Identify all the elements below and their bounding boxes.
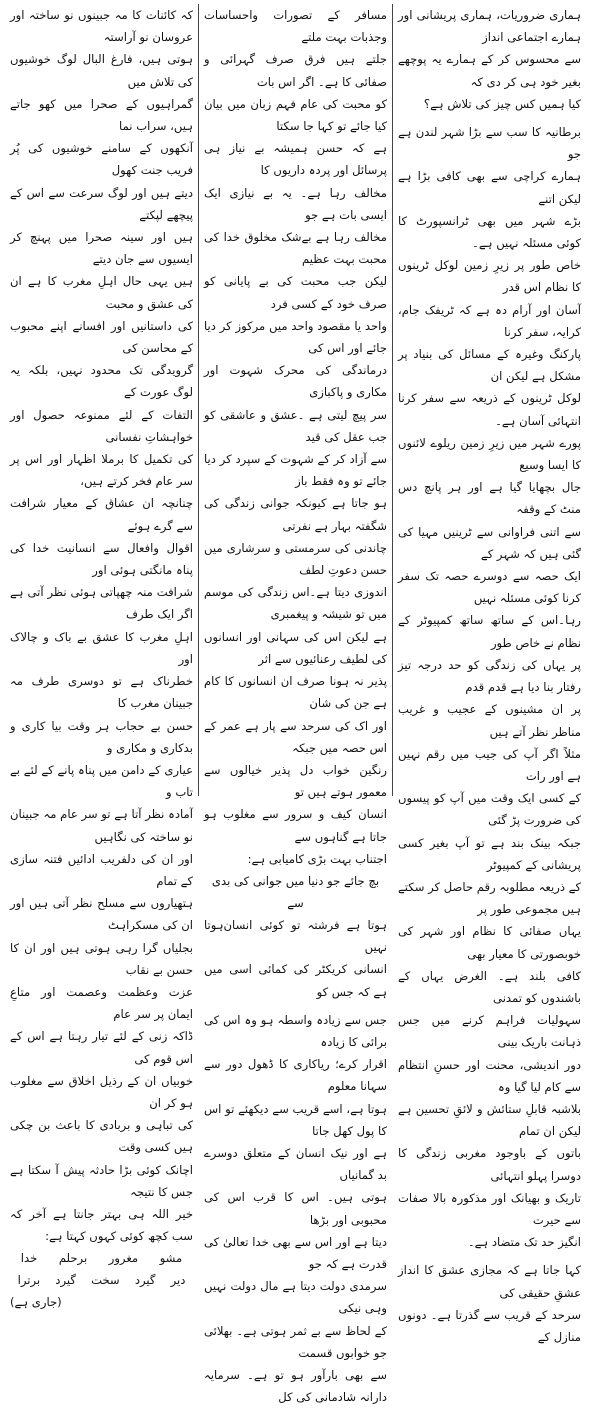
text-line: ہوتا ہے، اسے قریب سے دیکھئے تو اس کا پول کھل جاتا xyxy=(204,1101,387,1138)
text-line: آنکھوں کے سامنے خوشیوں کی پُر فریب جنت کھول xyxy=(10,141,193,178)
text-line: باتوں کے باوجود مغربی زندگی کا دوسرا پہلو انتہائی xyxy=(398,1146,581,1183)
text-line: سرحد کے قریب سے گذرتا ہے۔ دونوں منازل کے xyxy=(398,1307,581,1344)
text-line: آسان اور آرام دہ ہے کہ ٹریفک جام، کرایہ، سفر کرنا xyxy=(398,302,581,339)
column-divider xyxy=(392,4,393,796)
persian-verse-line xyxy=(10,1247,193,1269)
column-divider xyxy=(198,4,199,796)
text-line: دور اندیشی، محنت اور حسنِ انتظام سے کام لیا گیا وہ xyxy=(398,1057,581,1094)
text-line: حسن بے حجاب ہر وقت بیا کاری و بدکاری و مکاری و xyxy=(10,718,193,755)
verse-line: بچ جائے جو دنیا میں جوانی کی بدی سے xyxy=(211,873,380,911)
text-line: کیا ہمیں کس چیز کی تلاش ہے؟ xyxy=(423,96,581,111)
column-middle xyxy=(199,4,392,1405)
text-line: انسان کیف و سرور سے مغلوب ہو جاتا ہے گناہوں سے xyxy=(204,807,387,844)
text-line: سے آزاد کر کے شہوت کے سپرد کر دیا جائے تو وہ فقط باز xyxy=(204,452,387,489)
text-line: کے کسی ایک وقت میں آپ کو پیسوں کی ضرورت پڑ گئی xyxy=(398,791,581,828)
text-line: اور اک کی سرحد سے پار ہے عمر کے اس حصہ میں جبکہ xyxy=(204,718,387,755)
text-line: عیاری کے دامن میں پناہ پانے کے لئے بے تاب و xyxy=(10,762,193,800)
text-line: ہیں اور سینہ صحرا میں پہنچ کر ایسیوں سے جان دیتے xyxy=(10,230,193,267)
text-line: کی تکمیل کا برملا اظہار اور اس پر سر عام فخر کرتے ہیں، xyxy=(10,452,193,489)
text-line: گرویدگی تک محدود نہیں، بلکہ یہ لوگ عورت کے xyxy=(10,363,193,400)
verse-word: خدا xyxy=(20,1251,38,1266)
text-line: سر پیچ لیتی ہے ۔عشق و عاشقی کو جب عقل کی قید xyxy=(204,407,387,444)
persian-verse-line xyxy=(10,1269,193,1291)
verse-word: ہوتا xyxy=(204,918,224,933)
text-line: دیتے ہیں اور لوگ سرعت سے اس کے پیچھے لپکتے xyxy=(10,185,193,222)
text-line: سہولیات فراہم کرنے میں جس ذہانت باریک بینی xyxy=(398,1013,581,1050)
text-line: ڈاکہ زنی کے لئے تیار رہتا ہے اس کے اس قوم کی xyxy=(10,1029,193,1066)
text-line: پارکنگ وغیرہ کے مسائل کی بنیاد پر مشکل ہے لیکن ان xyxy=(398,347,581,384)
text-line: انسانی کریکٹر کی کمائی اسی میں ہے کہ جس کو xyxy=(204,962,387,999)
text-line: سے بھی بارآور ہو تو ہے۔ سرمایہ دارانہ شادمانی کی کل xyxy=(204,1367,387,1405)
text-line: خوبیاں ان کے رذیل اخلاق سے مغلوب ہو کر ان xyxy=(10,1073,193,1110)
text-line: ہیں یہی حال اہلِ مغرب کا ہے ان کی عشق و محبت xyxy=(10,274,193,311)
text-line: سرمدی دولت دیتا ہے مال دولت نہیں وہی نیکی xyxy=(204,1279,387,1316)
text-line: پر یہاں کی زندگی کو حد درجہ تیز رفتار بنا دیا ہے قدم قدم xyxy=(398,657,581,695)
text-line: کو محبت کی عام فہم زبان میں بیان کیا جائے تو کہا جا سکتا xyxy=(204,96,387,134)
text-line: ہے لیکن اس کی سہانی اور انسانوں کی لطیف رعنائیوں سے اثر xyxy=(204,629,387,666)
text-line: پذیر نہ ہونا صرف ان انسانوں کا کام ہے جن کی شان xyxy=(204,674,387,711)
text-line: جلتے ہیں فرق صرف گہرائی و صفائی کا ہے۔ اگر اس بات xyxy=(204,52,387,89)
text-line: پورے شہر میں زیرِ زمین ریلوے لائنوں کا ایسا وسیع xyxy=(398,435,581,473)
continued-note: (جاری ہے) xyxy=(10,1295,62,1310)
text-line: ہو جاتا ہے کیونکہ جوانی زندگی کی شگفتہ بہار ہے نفرتی xyxy=(204,496,387,533)
text-line: دیتا ہے اور اس سے بھی خدا تعالیٰ کی قدرت ہے کہ جو xyxy=(204,1234,387,1271)
text-line: جال بچھایا گیا ہے اور ہر پانچ دس منٹ کے وقفہ xyxy=(398,480,581,517)
text-line: خاص طور پر زیرِ زمین لوکل ٹرینوں کا نظام اس قدر xyxy=(398,258,581,295)
verse-word: برحلم xyxy=(58,1251,88,1266)
text-line: کے ذریعہ مطلوبہ رقم حاصل کر سکتے ہیں مجموعی طور پر xyxy=(398,879,581,917)
verse-word: سخت xyxy=(91,1273,120,1288)
text-line: سے اتنی فراوانی سے ٹرینیں مہیا کی گئی ہیں کہ شہر کے xyxy=(398,524,581,561)
text-line: ہے کہ حسن ہمیشہ بے نیاز ہی پرسائل اور پردہ داریوں کا xyxy=(204,141,387,178)
text-line: بجلیاں گرا رہی ہوتی ہیں اور ان کا حسن بے نقاب xyxy=(10,940,193,977)
text-line: سے محسوس کر کے ہمارے یہ پوچھے بغیر خود ہی کر دی کہ xyxy=(398,52,581,89)
column-left xyxy=(5,4,198,1310)
text-line: کہا جاتا ہے کہ مجازی عشق کا انداز عشقِ حقیقی کی xyxy=(398,1263,581,1300)
text-line: چاندنی کی سرمستی و سرشاری میں حسن دعوتِ لطف xyxy=(204,540,387,578)
text-line: خطرناک ہے تو دوسری طرف مہ جبینان مغرب کا xyxy=(10,674,193,711)
text-line: شرافت منہ چھپاتی ہوئی نظر آتی ہے اگر ایک طرف xyxy=(10,585,193,622)
text-line: ہوتی ہیں، فارغ البال لوگ خوشیوں کی تلاش میں xyxy=(10,52,193,89)
text-line: کی تباہی و بربادی کا باعث بن چکی ہیں کسی وقت xyxy=(10,1118,193,1155)
text-line: چنانچہ ان عشاق کے معیار شرافت سے گرے ہوئے xyxy=(10,496,193,533)
text-line: اجتناب بہت بڑی کامیابی ہے: xyxy=(247,851,387,866)
text-line: مخالف رہا ہے بےشک مخلوق خدا کی محبت بہت عظیم xyxy=(204,230,387,267)
verse-word: مغرور xyxy=(108,1251,139,1266)
text-line: ہماری ضروریات، ہماری پریشانی اور ہمارے اجتماعی انداز xyxy=(398,8,581,45)
text-line: ہوتی ہیں۔ اس کا قرب اس کی محبوبی اور بڑھا xyxy=(204,1190,387,1227)
verse-word: دیر xyxy=(170,1273,186,1288)
text-line: لوکل ٹرینوں کے ذریعہ سے سفر کرنا انتہائی آسان ہے۔ xyxy=(398,391,581,428)
text-line: مخالف رہا ہے۔ یہ بے نیازی ایک ایسی بات ہے جو xyxy=(204,185,387,222)
text-line: لیکن جب محبت کی بے پایانی کو صرف خود کے کسی فرد xyxy=(204,274,387,311)
text-line: انگیز حد تک متضاد ہے۔ xyxy=(467,1235,581,1250)
text-line: کہ کائنات کا مہ جبینوں نو ساختہ اور عروسان نو آراستہ xyxy=(10,8,193,45)
text-line: ایک حصہ سے دوسرے حصہ تک سفر کرنا کوئی مسئلہ نہیں xyxy=(398,569,581,606)
text-line: ہتھیاروں سے مسلح نظر آتی ہیں اور ان کی مسکراہٹ xyxy=(10,896,193,933)
text-line: جبکہ بینک بند ہے تو آپ بغیر کسی پریشانی کے کمپیوٹر xyxy=(398,835,581,872)
text-line: گمراہیوں کے صحرا میں کھو جاتے ہیں، سراب نما xyxy=(10,96,193,134)
text-line: مسافر کے تصورات واحساسات وجذبات بہت ملتے xyxy=(204,8,387,45)
verse-word: برترا xyxy=(17,1273,41,1288)
text-line: اقرار کرے؛ ریاکاری کا ڈھول دور سے سہانا معلوم xyxy=(204,1057,387,1094)
text-line: برطانیہ کا سب سے بڑا شہر لندن ہے جو xyxy=(398,125,581,162)
text-line: اقوال وافعال سے انسانیت خدا کی پناہ مانگتی ہوئی اور xyxy=(10,540,193,578)
verse-word: مشو xyxy=(159,1251,183,1266)
verse-line xyxy=(204,914,387,958)
verse-word: گیرد xyxy=(134,1273,156,1288)
text-line: یہاں صفائی کا نظام اور شہر کی خوبصورتی کا معیار بھی xyxy=(398,924,581,961)
text-line: جس سے زیادہ واسطہ ہو وہ اس کی برائی کا زیادہ xyxy=(204,1012,387,1049)
text-line: اچانک کوئی بڑا حادثہ پیش آ سکتا ہے جس کا نتیجہ xyxy=(10,1162,193,1199)
text-line: کافی بلند ہے۔ الغرض یہاں کے باشندوں کو تمدنی xyxy=(398,968,581,1005)
text-line: کے لحاظ سے بے ثمر ہوتی ہے۔ بھلائی جو خوابوں قسمت xyxy=(204,1323,387,1360)
verse-word: گیرد xyxy=(55,1273,76,1288)
text-line: خیر اللہ ہی بہتر جانتا ہے آخر کہ سب کچھ کوئی کہوں کہتا ہے: xyxy=(10,1206,193,1244)
text-line: کی داستانیں اور افسانے اپنے محبوب کے محاسن کی xyxy=(10,318,193,356)
text-line: اہلِ مغرب کا عشق بے باک و چالاک اور xyxy=(10,629,193,666)
text-line: بڑے شہر میں بھی ٹرانسپورٹ کا کوئی مسئلہ نہیں ہے۔ xyxy=(398,213,581,251)
text-line: رنگین خواب دل پذیر خیالوں سے معمور ہوتے ہیں تو xyxy=(204,762,387,800)
text-line: عزت وعظمت وعصمت اور متاعِ ایمان پر سر عام xyxy=(10,984,193,1022)
text-line: رہا۔اس کے ساتھ ساتھ کمپیوٹر کے نظام نے خاص طور xyxy=(398,613,581,650)
text-line: اور ان کی دلفریب ادائیں فتنہ سازی کے تمام xyxy=(10,851,193,888)
text-line: آمادہ نظر آتا ہے تو سر عام مہ جبینان نو ساختہ کی نگاہیں xyxy=(10,807,193,844)
text-line: ہے اور نیک انسان کے متعلق دوسرے بد گمانیاں xyxy=(204,1145,387,1183)
text-line: بلاشبہ قابلِ ستائش و لائقِ تحسین ہے لیکن ان تمام xyxy=(398,1101,581,1139)
text-line: پر ان مشینوں کے عجیب و غریب مناظر نظر آتے ہیں xyxy=(398,702,581,739)
column-right xyxy=(393,4,586,1344)
text-line: التفات کے لئے ممنوعہ حصول اور خواہشاتِ نفسانی xyxy=(10,407,193,444)
verse-word: ہوتا ہے فرشتہ تو کوئی انسان نہیں xyxy=(223,918,387,955)
text-line: ہمارے کراچی سے بھی کافی بڑا ہے لیکن اتنے xyxy=(398,169,581,206)
text-line: اندوزی دیتا ہے۔اس زندگی کی موسم میں تو شیشہ و پیغمبری xyxy=(204,585,387,622)
text-line: واحد یا مقصود واحد میں مرکوز کر دیا جائے اور اس کی xyxy=(204,318,387,356)
text-line: تاریک و بھیانک اور مذکورہ بالا صفات سے حیرت xyxy=(398,1190,581,1227)
text-line: مثلاً اگر آپ کی جیب میں رقم نہیں ہے اور رات xyxy=(398,746,581,783)
text-line: درماندگی کی محرک شہوت اور مکاری و پاکبازی xyxy=(204,363,387,400)
